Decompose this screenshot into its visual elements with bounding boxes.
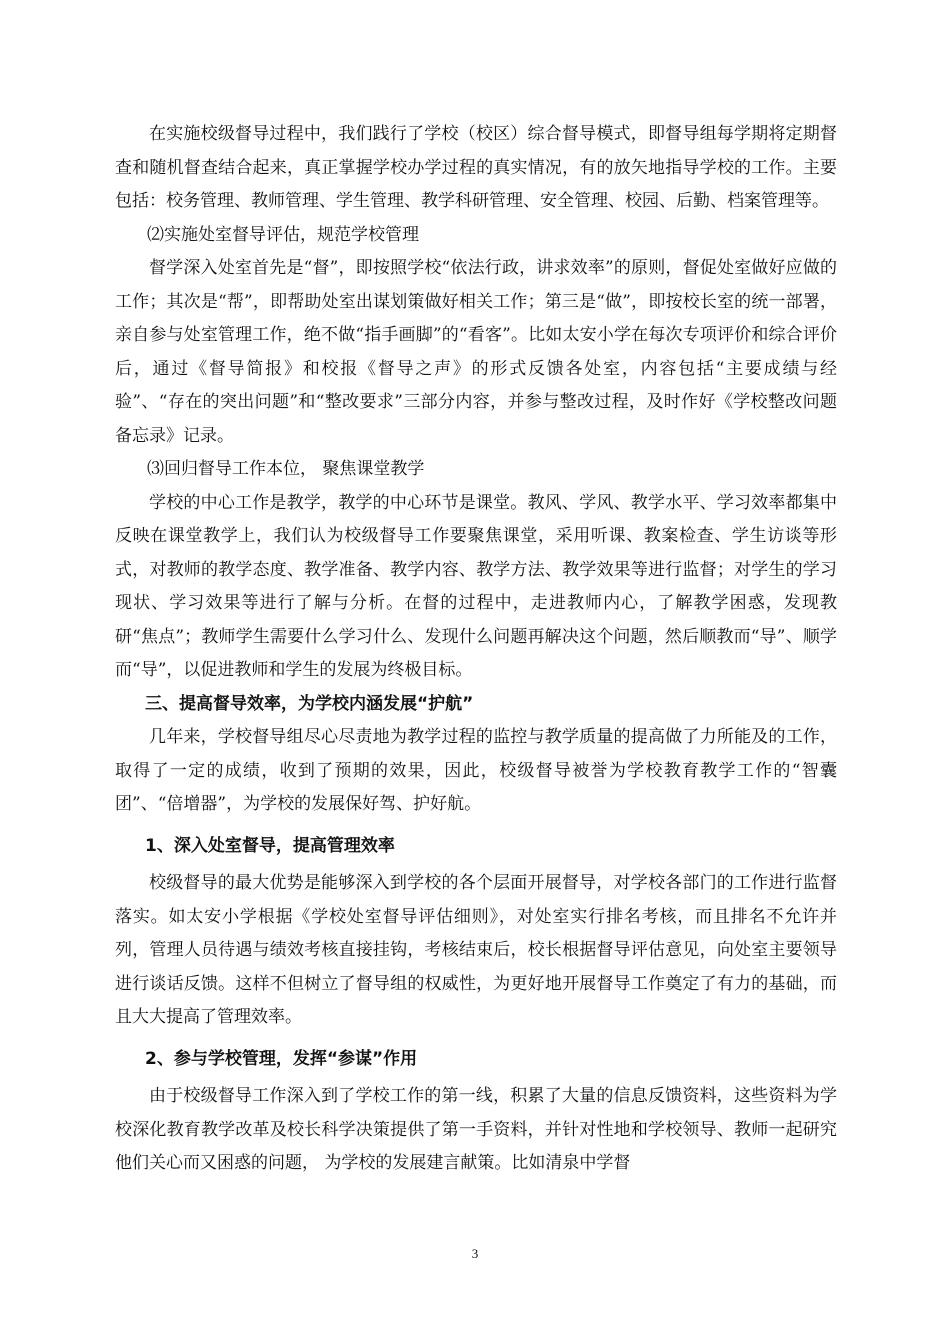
subheading-one: 1、深入处室督导，提高管理效率: [145, 835, 395, 856]
subheading-two: 2、参与学校管理，发挥“参谋”作用: [145, 1048, 418, 1069]
page-number: 3: [471, 1246, 479, 1261]
paragraph-achievements: 几年来，学校督导组尽心尽责地为教学过程的监控与教学质量的提高做了力所能及的工作，取得了一定的成绩，收到了预期的效果，因此，校级督导被誉为学校教育教学工作的“智囊团”、“倍增器”，为学校的发展保好驾、护好航。: [115, 727, 837, 814]
item-office-evaluation: ⑵实施处室督导评估，规范学校管理: [147, 224, 419, 245]
paragraph-advisory-role: 由于校级督导工作深入到了学校工作的第一线，积累了大量的信息反馈资料，这些资料为学校深化教育教学改革及校长科学决策提供了第一手资料，并针对性地和学校领导、教师一起研究他们关心而又困惑的问题， 为学校的发展建言献策。比如清泉中学督: [115, 1086, 837, 1173]
paragraph-comprehensive-supervision: 在实施校级督导过程中，我们践行了学校（校区）综合督导模式，即督导组每学期将定期督查和随机督查结合起来，真正掌握学校办学过程的真实情况，有的放矢地指导学校的工作。主要包括：校务管理、教师管理、学生管理、教学科研管理、安全管理、校园、后勤、档案管理等。: [115, 124, 837, 211]
paragraph-classroom-teaching: 学校的中心工作是教学，教学的中心环节是课堂。教风、学风、教学水平、学习效率都集中反映在课堂教学上，我们认为校级督导工作要聚焦课堂，采用听课、教案检查、学生访谈等形式，对教师的教学态度、教学准备、教学内容、教学方法、教学效果等进行监督；对学生的学习现状、学习效果等进行了解与分析。在督的过程中，走进教师内心，了解教学困惑，发现教研“焦点”；教师学生需要什么学习什么、发现什么问题再解决这个问题，然后顺教而“导”、顺学而“导”，以促进教师和学生的发展为终极目标。: [115, 492, 837, 680]
item-classroom-focus: ⑶回归督导工作本位， 聚焦课堂教学: [147, 459, 425, 479]
paragraph-management-efficiency: 校级督导的最大优势是能够深入到学校的各个层面开展督导，对学校各部门的工作进行监督落实。如太安小学根据《学校处室督导评估细则》，对处室实行排名考核，而且排名不允许并列，管理人员待遇与绩效考核直接挂钩，考核结束后，校长根据督导评估意见，向处室主要领导进行谈话反馈。这样不但树立了督导组的权威性，为更好地开展督导工作奠定了有力的基础，而且大大提高了管理效率。: [115, 873, 837, 1027]
section-heading-three: 三、提高督导效率，为学校内涵发展“护航”: [145, 693, 474, 714]
paragraph-office-supervision: 督学深入处室首先是“督”，即按照学校“依法行政，讲求效率”的原则，督促处室做好应做的工作；其次是“帮”，即帮助处室出谋划策做好相关工作；第三是“做”，即按校长室的统一部署，亲自参与处室管理工作，绝不做“指手画脚”的“看客”。比如太安小学在每次专项评价和综合评价后，通过《督导简报》和校报《督导之声》的形式反馈各处室，内容包括“主要成绩与经验”、“存在的突出问题”和“整改要求”三部分内容，并参与整改过程，及时作好《学校整改问题备忘录》记录。: [115, 258, 837, 446]
page-content: [115, 118, 837, 1181]
